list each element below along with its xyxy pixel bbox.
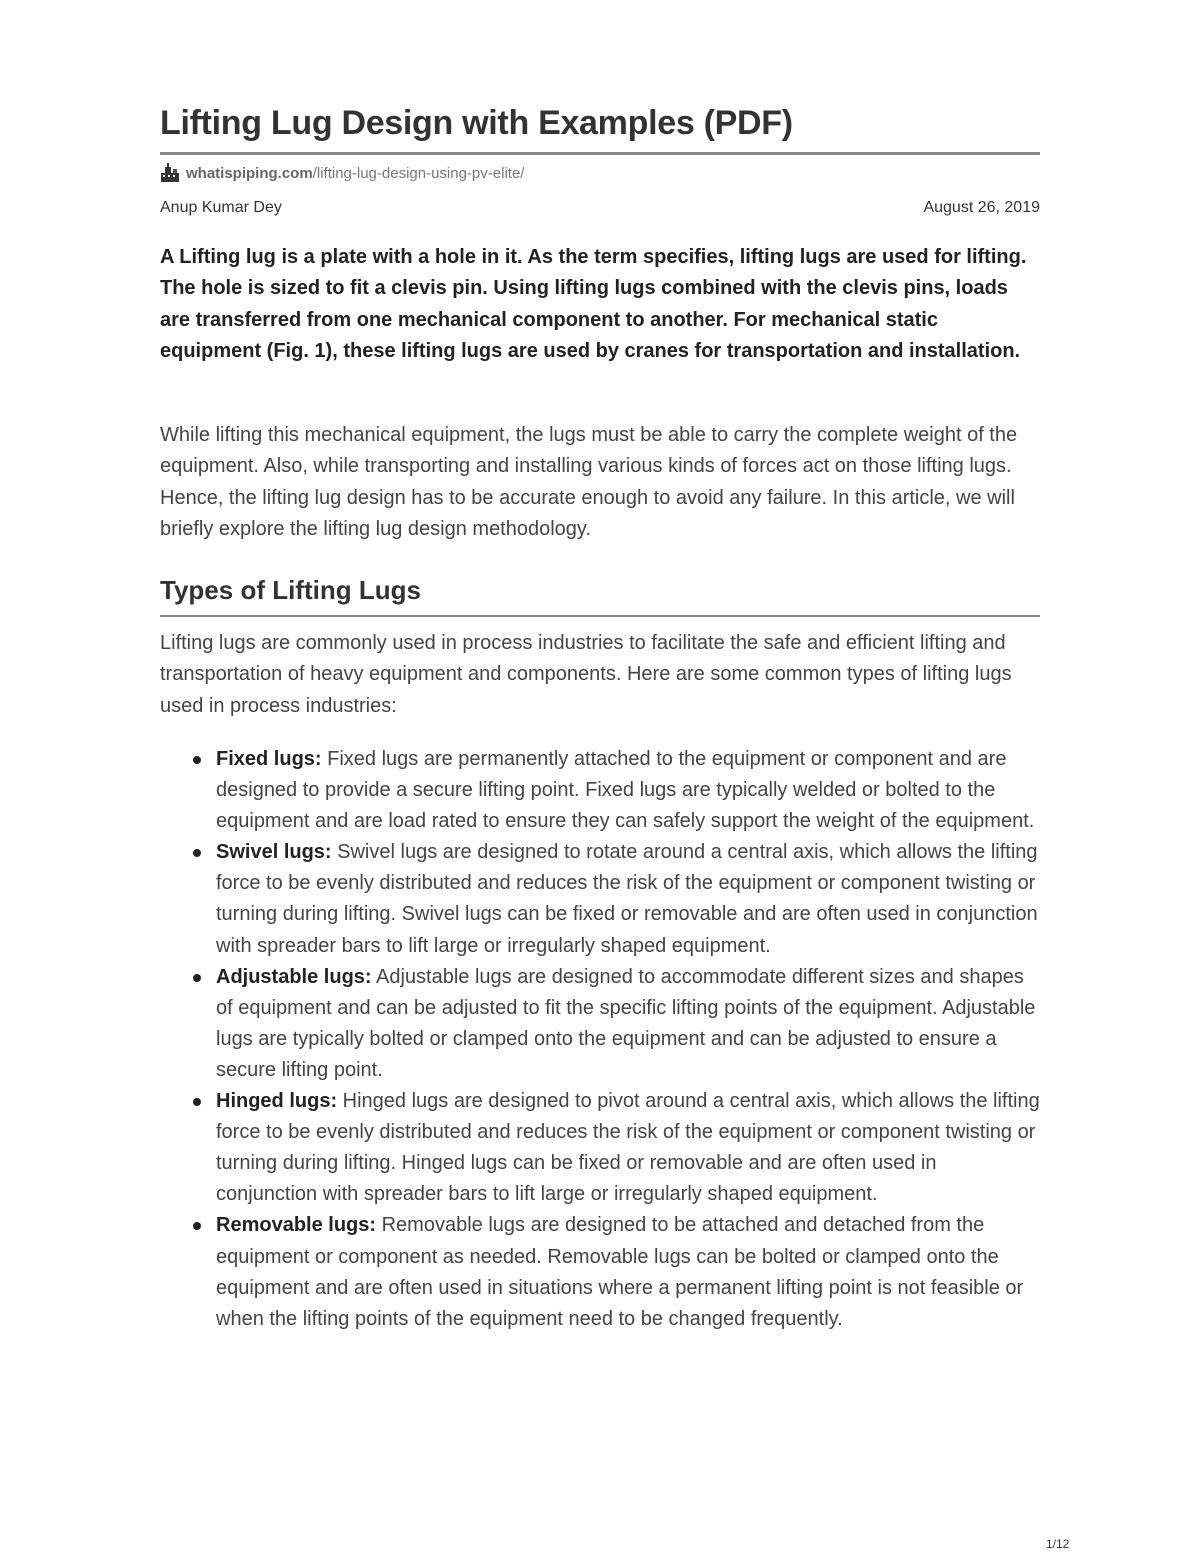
- source-domain[interactable]: whatispiping.com: [186, 164, 313, 182]
- list-item-text: Adjustable lugs are designed to accommodate different sizes and shapes of equipment and can be adjusted to fit the specific lifting points of the equipment. Adjustable lugs are typically bolted or clamped onto the equipment and can be adjusted to ensure a secure lifting point.: [216, 965, 1036, 1081]
- author-name: Anup Kumar Dey: [160, 199, 282, 216]
- building-icon: [160, 163, 180, 183]
- publish-date: August 26, 2019: [923, 199, 1040, 216]
- bullet-icon: [193, 974, 201, 982]
- list-item-term: Hinged lugs:: [216, 1090, 338, 1113]
- list-item: [160, 1086, 1040, 1210]
- list-item: [160, 837, 1040, 961]
- title-divider: [160, 152, 1040, 155]
- bullet-icon: [193, 849, 201, 857]
- bullet-icon: [193, 1222, 201, 1230]
- list-item: [160, 1210, 1040, 1334]
- page-title: Lifting Lug Design with Examples (PDF): [160, 104, 793, 142]
- list-item-term: Adjustable lugs:: [216, 965, 372, 988]
- list-item-text: Hinged lugs are designed to pivot around a central axis, which allows the lifting force to be evenly distributed and reduces the risk of the equipment or component twisting or turning during lifting. Hinged lugs can be fixed or removable and are often used in conjunction with spreader bars to lift large or irregularly shaped equipment.: [216, 1090, 1040, 1206]
- lead-paragraph: A Lifting lug is a plate with a hole in it. As the term specifies, lifting lugs are used for lifting. The hole is sized to fit a clevis pin. Using lifting lugs combined with the clevis pins, loads are transferred from one mechanical component to another. For mechanical static equipment (Fig. 1), these lifting lugs are used by cranes for transportation and installation.: [160, 246, 1027, 363]
- list-item-text: Removable lugs are designed to be attached and detached from the equipment or component as needed. Removable lugs can be bolted or clamped onto the equipment and are often used in situations where a permanent lifting point is not feasible or when the lifting points of the equipment need to be changed frequently.: [216, 1214, 1024, 1330]
- list-item-term: Swivel lugs:: [216, 841, 332, 864]
- section-intro: Lifting lugs are commonly used in process industries to facilitate the safe and efficient lifting and transportation of heavy equipment and components. Here are some common types of lifting lugs used in process industries:: [160, 632, 1012, 717]
- page-number: 1/12: [1046, 1537, 1070, 1551]
- source-path[interactable]: /lifting-lug-design-using-pv-elite/: [312, 164, 525, 182]
- body-paragraph: While lifting this mechanical equipment, the lugs must be able to carry the complete weight of the equipment. Also, while transporting and installing various kinds of forces act on those lifting lugs. Hence, the lifting lug design has to be accurate enough to avoid any failure. In this article, we will briefly explore the lifting lug design methodology.: [160, 424, 1018, 541]
- lug-types-list: [160, 744, 1040, 1335]
- section-divider: [160, 615, 1040, 617]
- list-item-text: Fixed lugs are permanently attached to the equipment or component and are designed to provide a secure lifting point. Fixed lugs are typically welded or bolted to the equipment and are load rated to ensure they can safely support the weight of the equipment.: [216, 748, 1035, 833]
- section-heading: Types of Lifting Lugs: [160, 575, 421, 605]
- list-item: [160, 744, 1040, 837]
- bullet-icon: [193, 1098, 201, 1106]
- list-item-text: Swivel lugs are designed to rotate around a central axis, which allows the lifting force to be evenly distributed and reduces the risk of the equipment or component twisting or turning during lifting. Swivel lugs can be fixed or removable and are often used in conjunction with spreader bars to lift large or irregularly shaped equipment.: [216, 841, 1038, 957]
- list-item: [160, 962, 1040, 1086]
- source-link[interactable]: [160, 162, 524, 184]
- bullet-icon: [193, 756, 201, 764]
- list-item-term: Fixed lugs:: [216, 748, 322, 770]
- article-meta: [160, 199, 1040, 217]
- list-item-term: Removable lugs:: [216, 1214, 377, 1237]
